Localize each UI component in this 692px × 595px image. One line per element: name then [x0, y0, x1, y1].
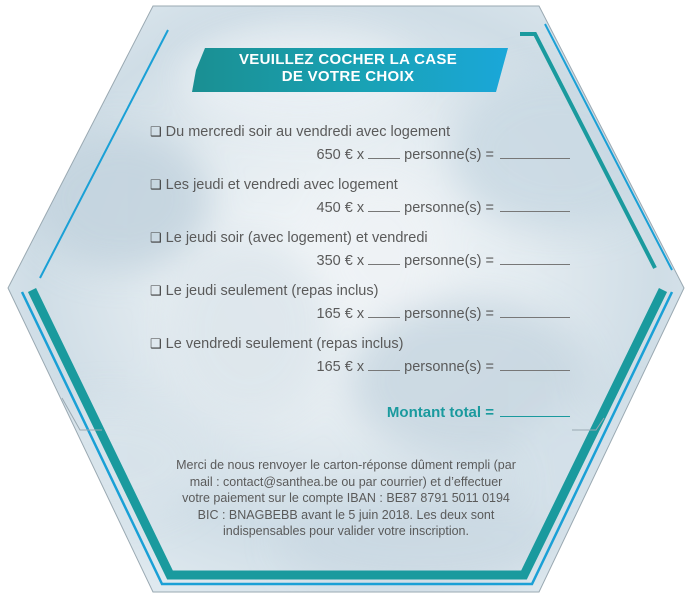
quantity-blank[interactable]	[368, 305, 400, 318]
total-label: Montant total =	[386, 404, 494, 421]
checkbox-icon[interactable]: ❑	[150, 177, 162, 192]
amount-blank[interactable]	[500, 252, 570, 265]
checkbox-icon[interactable]: ❑	[150, 336, 162, 351]
total-amount-blank[interactable]	[500, 404, 570, 417]
option-unit: personne(s) =	[404, 200, 494, 216]
header-title	[192, 51, 504, 91]
quantity-blank[interactable]	[368, 358, 400, 371]
quantity-blank[interactable]	[368, 252, 400, 265]
quantity-blank[interactable]	[368, 146, 400, 159]
amount-blank[interactable]	[500, 305, 570, 318]
option-unit: personne(s) =	[404, 147, 494, 163]
option-label: Le jeudi soir (avec logement) et vendredi	[165, 230, 428, 246]
quantity-blank[interactable]	[368, 199, 400, 212]
checkbox-icon[interactable]: ❑	[150, 283, 162, 298]
option-label: Le jeudi seulement (repas inclus)	[165, 283, 379, 299]
amount-blank[interactable]	[500, 358, 570, 371]
option-unit: personne(s) =	[404, 359, 494, 375]
option-price: 165 € x	[316, 359, 365, 375]
checkbox-icon[interactable]: ❑	[150, 124, 162, 139]
note-line: indispensables pour valider votre inscription.	[223, 524, 469, 538]
option-label: Du mercredi soir au vendredi avec logement	[165, 124, 451, 140]
option-unit: personne(s) =	[404, 253, 494, 269]
checkbox-icon[interactable]: ❑	[150, 230, 162, 245]
option-label: Les jeudi et vendredi avec logement	[165, 177, 398, 193]
total-row	[387, 404, 570, 421]
option-price: 165 € x	[316, 306, 365, 322]
header-title-line1: VEUILLEZ COCHER LA CASE	[238, 51, 458, 68]
option-price: 350 € x	[316, 253, 365, 269]
option-price: 450 € x	[316, 200, 365, 216]
amount-blank[interactable]	[500, 146, 570, 159]
note-line: Merci de nous renvoyer le carton-réponse dûment rempli (par	[176, 458, 516, 472]
note-line: BIC : BNAGBEBB avant le 5 juin 2018. Les deux sont	[197, 507, 495, 522]
option-unit: personne(s) =	[404, 306, 494, 322]
amount-blank[interactable]	[500, 199, 570, 212]
option-label: Le vendredi seulement (repas inclus)	[165, 336, 404, 352]
header-title-line2: DE VOTRE CHOIX	[281, 68, 415, 85]
option-price: 650 € x	[316, 147, 365, 163]
note-line: mail : contact@santhea.be ou par courrier) et d’effectuer	[189, 474, 503, 489]
note-line: votre paiement sur le compte IBAN : BE87 8791 5011 0194	[182, 491, 510, 505]
payment-instructions	[130, 457, 562, 540]
